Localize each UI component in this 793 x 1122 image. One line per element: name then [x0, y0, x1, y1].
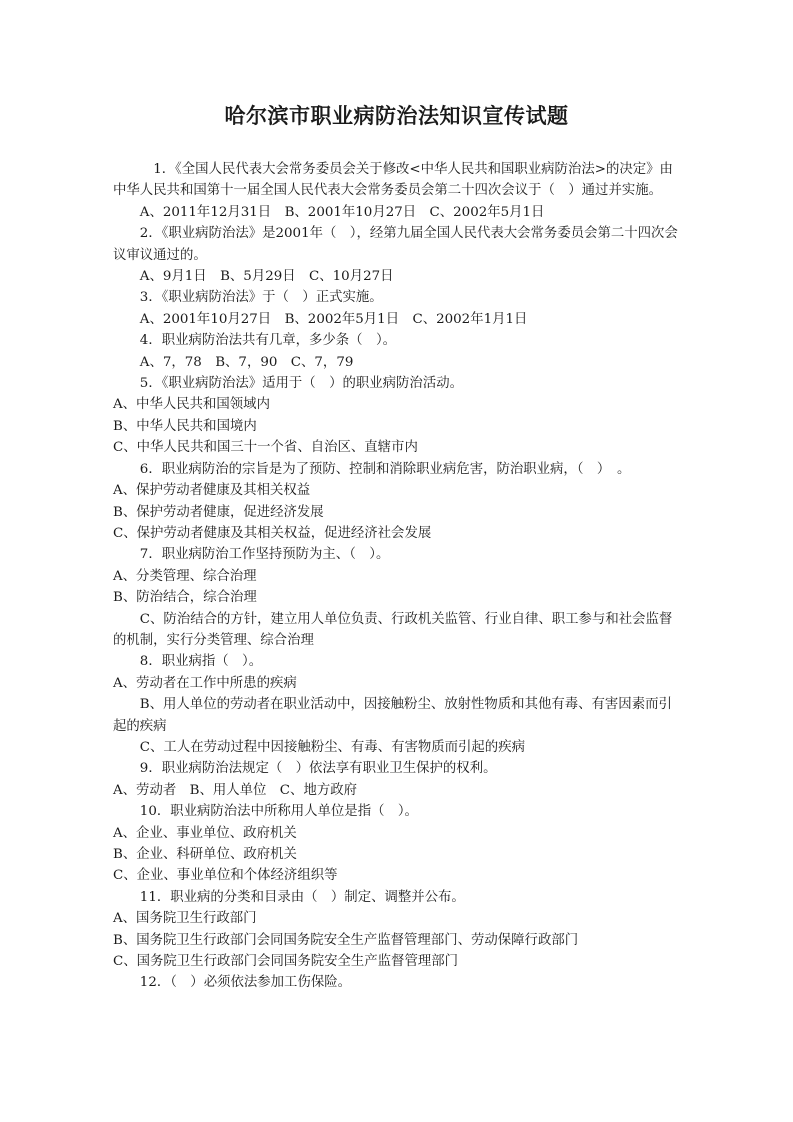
question-text: 8．职业病指（ ）。 [139, 654, 263, 670]
question-text: 2．《职业病防治法》是2001年（ ），经第九届全国人民代表大会常务委员会第二十四次会议审议通过的。 [113, 226, 678, 263]
answer-option: C、国务院卫生行政部门会同国务院安全生产监督管理部门 [113, 954, 459, 970]
answer-options: A、2011年12月31日 B、2001年10月27日 C、2002年5月1日 [139, 204, 545, 220]
question-text: 11．职业病的分类和目录由（ ）制定、调整并公布。 [139, 889, 465, 905]
answer-option: B、国务院卫生行政部门会同国务院安全生产监督管理部门、劳动保障行政部门 [113, 932, 579, 948]
answer-options: A、9月1日 B、5月29日 C、10月27日 [139, 269, 394, 285]
answer-option: B、中华人民共和国境内 [113, 418, 257, 434]
answer-option: B、防治结合，综合治理 [113, 590, 257, 606]
answer-option: B、保护劳动者健康，促进经济发展 [113, 504, 324, 520]
answer-option: A、国务院卫生行政部门 [113, 911, 257, 927]
question-text: 9．职业病防治法规定（ ）依法享有职业卫生保护的权利。 [139, 761, 497, 777]
answer-option: C、中华人民共和国三十一个省、自治区、直辖市内 [113, 440, 418, 456]
question-text: 4．职业病防治法共有几章，多少条（ ）。 [139, 333, 397, 349]
answer-option: A、保护劳动者健康及其相关权益 [113, 483, 311, 499]
answer-options: A、劳动者 B、用人单位 C、地方政府 [113, 782, 358, 798]
answer-option: A、分类管理、综合治理 [113, 568, 257, 584]
answer-option: C、防治结合的方针，建立用人单位负责、行政机关监管、行业自律、职工参与和社会监督的机制，实行分类管理、综合治理 [113, 611, 673, 648]
question-text: 12．（ ）必须依法参加工伤保险。 [139, 975, 351, 991]
answer-option: B、用人单位的劳动者在职业活动中，因接触粉尘、放射性物质和其他有毒、有害因素而引起的疾病 [113, 697, 672, 734]
question-text: 10．职业病防治法中所称用人单位是指（ ）。 [139, 804, 418, 820]
answer-option: C、保护劳动者健康及其相关权益，促进经济社会发展 [113, 525, 432, 541]
answer-option: A、中华人民共和国领域内 [113, 397, 270, 413]
question-text: 6．职业病防治的宗旨是为了预防、控制和消除职业病危害，防治职业病，（ ） 。 [139, 461, 631, 477]
question-text: 3．《职业病防治法》于（ ）正式实施。 [139, 290, 383, 306]
document-body [113, 159, 679, 994]
answer-option: C、工人在劳动过程中因接触粉尘、有毒、有害物质而引起的疾病 [139, 739, 525, 755]
answer-option: A、劳动者在工作中所患的疾病 [113, 675, 297, 691]
answer-option: B、企业、科研单位、政府机关 [113, 847, 297, 862]
question-text: 1．《全国人民代表大会常务委员会关于修改<中华人民共和国职业病防治法>的决定》由中华人民共和国第十一届全国人民代表大会常务委员会第二十四次会议于（ ）通过并实施。 [113, 162, 673, 199]
answer-option: C、企业、事业单位和个体经济组织等 [113, 868, 338, 884]
question-text: 5．《职业病防治法》适用于（ ）的职业病防治活动。 [139, 376, 463, 392]
question-text: 7．职业病防治工作坚持预防为主、（ ）。 [139, 547, 390, 563]
answer-options: A、7，78 B、7，90 C、7，79 [139, 354, 354, 370]
answer-option: A、企业、事业单位、政府机关 [113, 825, 297, 841]
document-title: 哈尔滨市职业病防治法知识宣传试题 [224, 103, 569, 128]
answer-options: A、2001年10月27日 B、2002年5月1日 C、2002年1月1日 [139, 311, 528, 327]
